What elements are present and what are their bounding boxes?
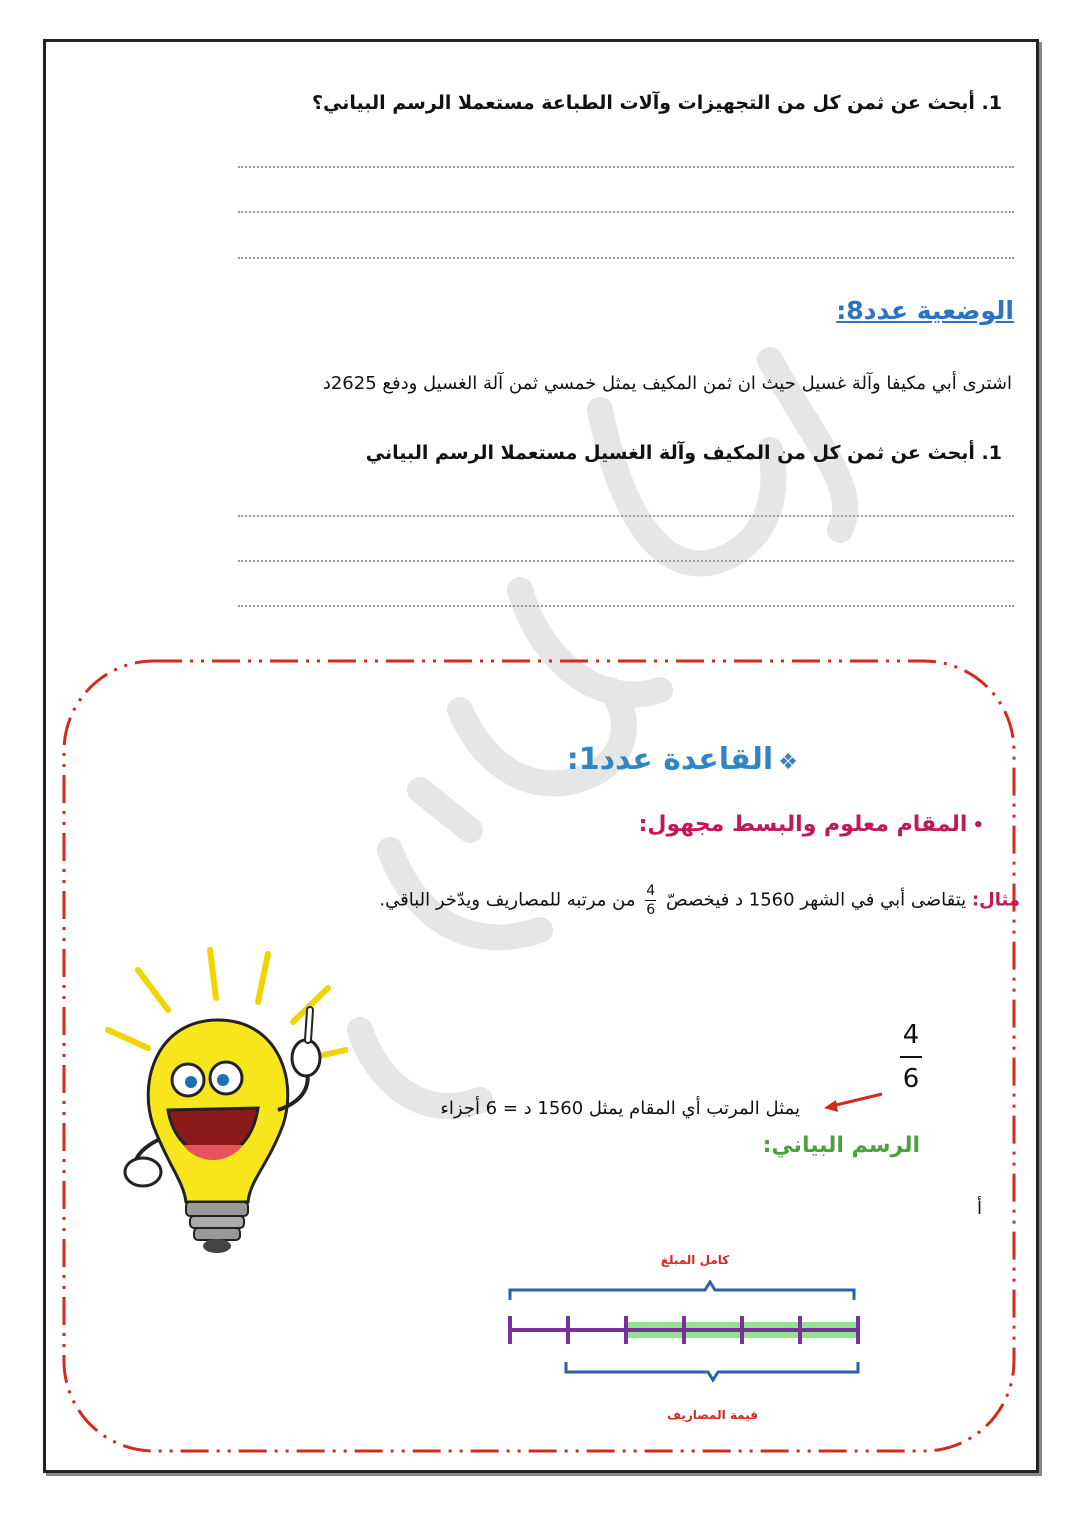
red-arrow-icon <box>822 1090 886 1114</box>
fraction-denominator: 6 <box>646 902 656 918</box>
number-line-diagram <box>500 1280 870 1410</box>
graph-label: الرسم البياني: <box>762 1133 920 1158</box>
answer-line <box>238 515 1014 517</box>
brace-top-label: كامل المبلغ <box>660 1253 730 1267</box>
brace-bottom-label: قيمة المصاريف <box>667 1408 758 1422</box>
rule-title: القاعدة عدد1: <box>566 742 774 777</box>
example-fraction <box>645 884 656 917</box>
answer-line <box>238 166 1014 168</box>
situation-question: 1. أبحث عن ثمن كل من المكيف وآلة الغسيل مستعملا الرسم البياني <box>365 442 1002 464</box>
big-fraction-numerator: 4 <box>902 1020 920 1050</box>
fraction-numerator: 4 <box>646 883 656 899</box>
top-brace <box>510 1282 854 1300</box>
answer-line <box>238 257 1014 259</box>
example-before: يتقاضى أبي في الشهر 1560 د فيخصصّ <box>665 889 967 911</box>
example-line <box>180 884 1020 917</box>
bottom-brace <box>566 1362 858 1380</box>
example-after: من مرتبه للمصاريف ويدّخر الباقي. <box>379 889 636 911</box>
previous-question: 1. أبحث عن ثمن كل من التجهيزات وآلات الطباعة مستعملا الرسم البياني؟ <box>312 92 1002 114</box>
explanation: يمثل المرتب أي المقام يمثل 1560 د = 6 أجزاء <box>440 1098 800 1119</box>
case-text: المقام معلوم والبسط مجهول: <box>638 812 968 837</box>
situation-statement: اشترى أبي مكيفا وآلة غسيل حيث ان ثمن المكيف يمثل خمسي ثمن آلة الغسيل ودفع 2625د <box>322 373 1012 394</box>
answer-line <box>238 211 1014 213</box>
big-fraction-denominator: 6 <box>902 1064 920 1094</box>
stray-letter: أ <box>976 1198 982 1219</box>
big-fraction <box>900 1020 922 1094</box>
answer-line <box>238 605 1014 607</box>
rule-heading <box>567 742 798 777</box>
situation-title: الوضعية عدد8: <box>836 296 1014 325</box>
lightbulb-mascot-icon <box>98 940 348 1260</box>
example-label: مثال: <box>971 889 1020 911</box>
rule-case <box>639 812 984 837</box>
answer-line <box>238 560 1014 562</box>
bullet-icon: • <box>972 815 984 836</box>
diamond-bullet-icon: ❖ <box>778 750 798 775</box>
